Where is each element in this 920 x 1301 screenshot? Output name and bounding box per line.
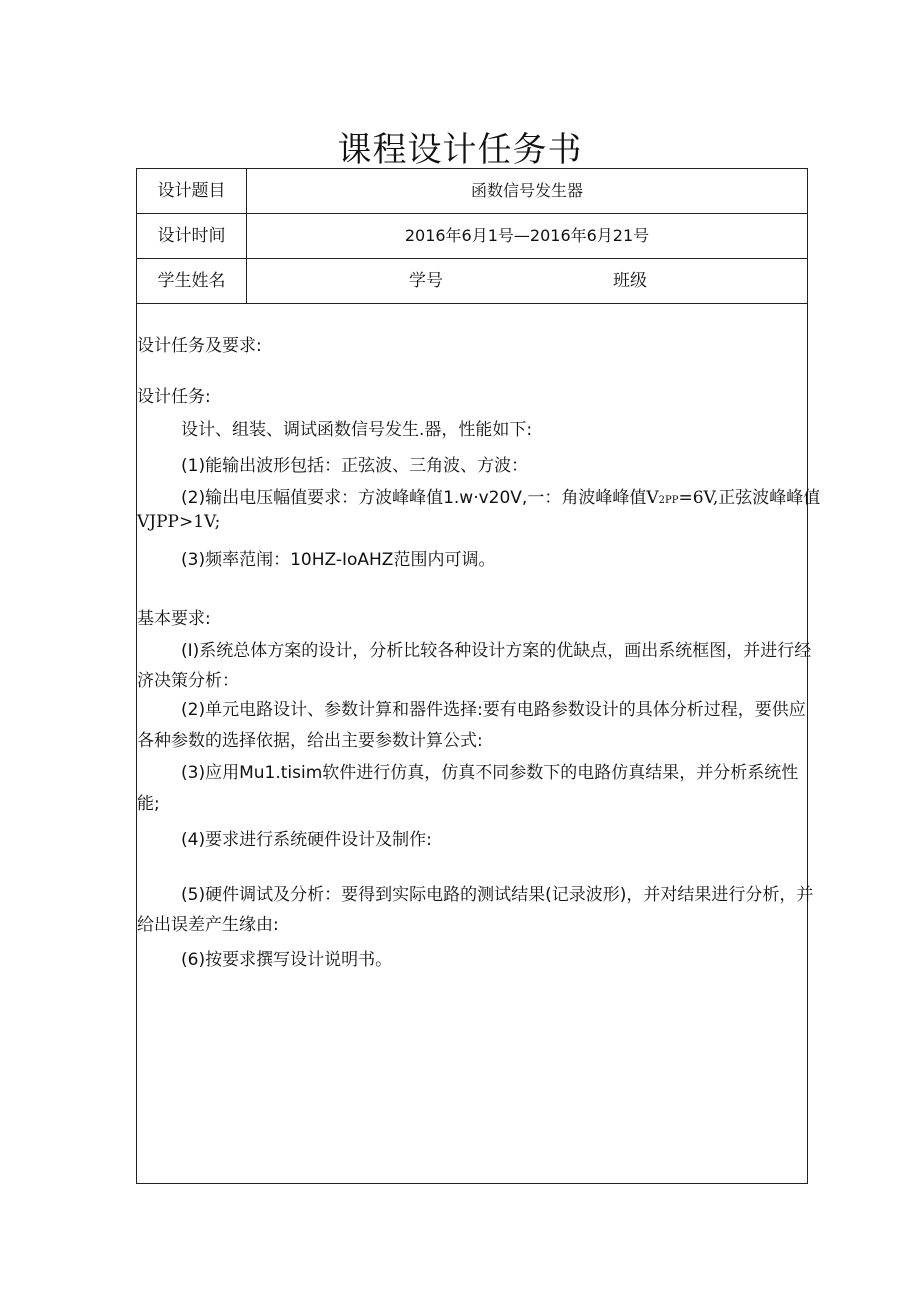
task-item-2-voltage-symbol: V (646, 488, 659, 508)
topic-label: 设计题目 (137, 169, 247, 213)
basic-item-1-continued: 济决策分析： (137, 671, 239, 691)
task-item-2-continued: VJPP>1V; (137, 512, 221, 532)
basic-item-4: (4)要求进行系统硬件设计及制作: (181, 830, 432, 850)
task-item-2 (181, 483, 820, 508)
time-value: 2016年6月1号—2016年6月21号 (404, 226, 650, 245)
section-heading: 设计任务及要求: (137, 336, 262, 356)
basic-heading: 基本要求: (137, 609, 211, 629)
task-item-2-text-c: =6V,正弦波峰峰值 (678, 488, 821, 508)
basic-item-6: (6)按要求撰写设计说明书。 (181, 950, 393, 970)
task-item-1: (1)能输出波形包括：正弦波、三角波、方波： (181, 456, 529, 476)
basic-item-2-continued: 各种参数的选择依据，给出主要参数计算公式: (137, 731, 483, 751)
basic-item-2: (2)单元电路设计、参数计算和器件选择:要有电路参数设计的具体分析过程，要供应 (181, 700, 806, 720)
time-row (137, 214, 807, 259)
task-heading: 设计任务: (137, 387, 211, 407)
basic-item-5-continued: 给出误差产生缘由: (137, 915, 279, 935)
task-item-2-subscript: 2PP (658, 495, 679, 506)
class-label: 班级 (613, 271, 647, 291)
student-id-label: 学号 (409, 271, 443, 291)
basic-item-3: (3)应用Mu1.tisim软件进行仿真，仿真不同参数下的电路仿真结果，并分析系统性 (181, 763, 799, 783)
student-name-label: 学生姓名 (137, 259, 247, 303)
basic-item-3-continued: 能; (137, 794, 160, 814)
task-item-2-text-a: (2)输出电压幅值要求：方波峰峰值1.w·v20V,一：角波峰峰值 (181, 488, 647, 508)
time-label: 设计时间 (137, 214, 247, 258)
task-intro: 设计、组装、调试函数信号发生.器，性能如下: (181, 420, 533, 440)
task-item-3: (3)频率范闱：10HZ-IoAHZ范围内可调。 (181, 550, 496, 570)
document-title: 课程设计任务书 (337, 130, 583, 170)
basic-item-5: (5)硬件调试及分析：要得到实际电路的测试结果(记录波形)，并对结果进行分析，并 (181, 885, 814, 905)
topic-row (137, 169, 807, 214)
topic-value: 函数信号发生器 (470, 181, 583, 200)
student-row (137, 259, 807, 304)
basic-item-1: (I)系统总体方案的设计，分析比较各种设计方案的优缺点，画出系统框图，并进行经 (181, 641, 812, 661)
task-form (136, 168, 821, 1184)
